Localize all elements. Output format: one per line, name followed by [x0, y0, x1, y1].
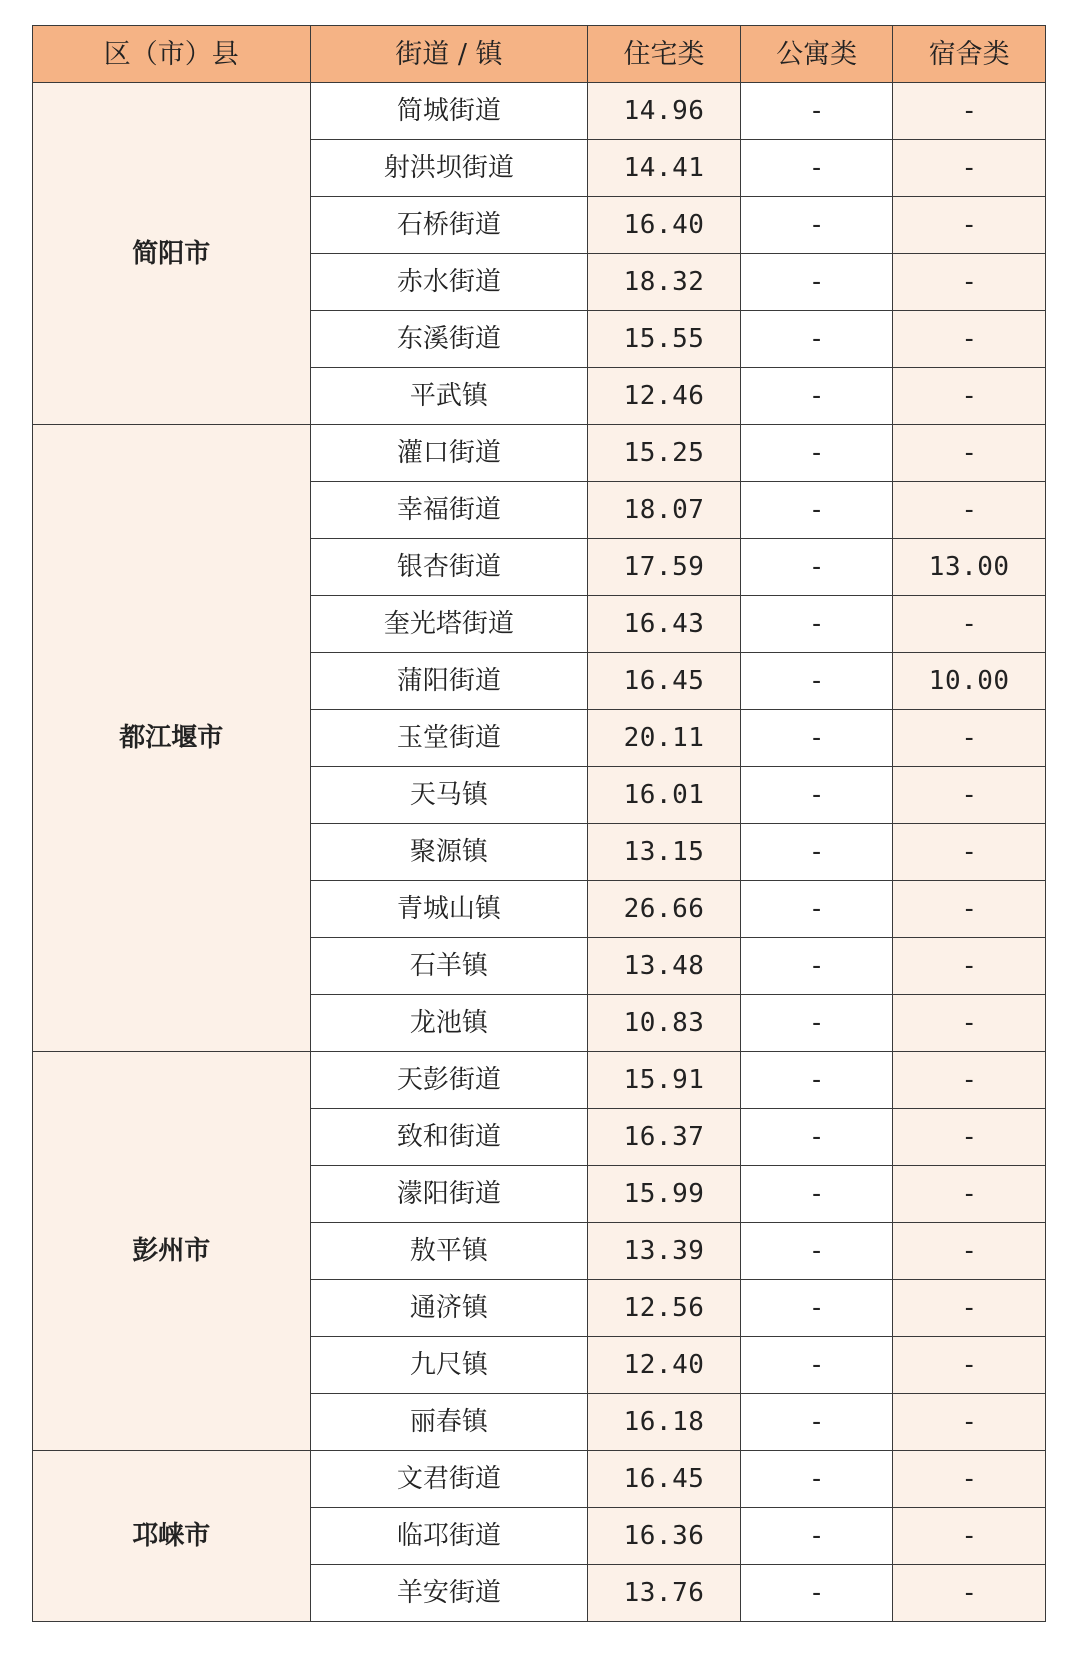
- apartment-cell: -: [740, 1052, 893, 1109]
- residential-cell: 15.55: [588, 311, 741, 368]
- residential-cell: 13.15: [588, 824, 741, 881]
- district-cell: 都江堰市: [33, 425, 311, 1052]
- apartment-cell: -: [740, 368, 893, 425]
- residential-cell: 16.43: [588, 596, 741, 653]
- apartment-cell: -: [740, 140, 893, 197]
- table-body: [33, 83, 1046, 1622]
- street-cell: 天马镇: [310, 767, 588, 824]
- apartment-cell: -: [740, 1109, 893, 1166]
- apartment-cell: -: [740, 1508, 893, 1565]
- dormitory-cell: -: [893, 1280, 1046, 1337]
- residential-cell: 15.91: [588, 1052, 741, 1109]
- apartment-cell: -: [740, 1223, 893, 1280]
- dormitory-cell: 13.00: [893, 539, 1046, 596]
- dormitory-cell: -: [893, 938, 1046, 995]
- street-cell: 奎光塔街道: [310, 596, 588, 653]
- residential-cell: 16.40: [588, 197, 741, 254]
- residential-cell: 12.56: [588, 1280, 741, 1337]
- dormitory-cell: -: [893, 1109, 1046, 1166]
- residential-cell: 12.40: [588, 1337, 741, 1394]
- street-cell: 青城山镇: [310, 881, 588, 938]
- street-cell: 平武镇: [310, 368, 588, 425]
- apartment-cell: -: [740, 425, 893, 482]
- apartment-cell: -: [740, 1565, 893, 1622]
- residential-cell: 16.45: [588, 653, 741, 710]
- dormitory-cell: -: [893, 140, 1046, 197]
- dormitory-cell: -: [893, 311, 1046, 368]
- district-cell: 彭州市: [33, 1052, 311, 1451]
- street-cell: 灌口街道: [310, 425, 588, 482]
- apartment-cell: -: [740, 710, 893, 767]
- dormitory-cell: -: [893, 881, 1046, 938]
- residential-cell: 18.07: [588, 482, 741, 539]
- residential-cell: 16.18: [588, 1394, 741, 1451]
- street-cell: 银杏街道: [310, 539, 588, 596]
- residential-cell: 14.41: [588, 140, 741, 197]
- residential-cell: 16.36: [588, 1508, 741, 1565]
- dormitory-cell: -: [893, 1223, 1046, 1280]
- street-cell: 文君街道: [310, 1451, 588, 1508]
- apartment-cell: -: [740, 254, 893, 311]
- dormitory-cell: -: [893, 1337, 1046, 1394]
- apartment-cell: -: [740, 653, 893, 710]
- street-cell: 龙池镇: [310, 995, 588, 1052]
- dormitory-cell: -: [893, 1508, 1046, 1565]
- residential-cell: 10.83: [588, 995, 741, 1052]
- apartment-cell: -: [740, 824, 893, 881]
- apartment-cell: -: [740, 482, 893, 539]
- rate-table: [32, 25, 1046, 1622]
- dormitory-cell: -: [893, 83, 1046, 140]
- street-cell: 濛阳街道: [310, 1166, 588, 1223]
- residential-cell: 18.32: [588, 254, 741, 311]
- apartment-cell: -: [740, 1166, 893, 1223]
- residential-cell: 15.99: [588, 1166, 741, 1223]
- residential-cell: 13.76: [588, 1565, 741, 1622]
- dormitory-cell: -: [893, 425, 1046, 482]
- header-dormitory: 宿舍类: [893, 26, 1046, 83]
- apartment-cell: -: [740, 197, 893, 254]
- street-cell: 羊安街道: [310, 1565, 588, 1622]
- header-apartment: 公寓类: [740, 26, 893, 83]
- table-row: [33, 1451, 1046, 1508]
- apartment-cell: -: [740, 311, 893, 368]
- header-district: 区（市）县: [33, 26, 311, 83]
- residential-cell: 16.45: [588, 1451, 741, 1508]
- apartment-cell: -: [740, 881, 893, 938]
- table-row: [33, 83, 1046, 140]
- dormitory-cell: -: [893, 1394, 1046, 1451]
- street-cell: 石羊镇: [310, 938, 588, 995]
- residential-cell: 13.48: [588, 938, 741, 995]
- dormitory-cell: 10.00: [893, 653, 1046, 710]
- street-cell: 通济镇: [310, 1280, 588, 1337]
- street-cell: 赤水街道: [310, 254, 588, 311]
- street-cell: 丽春镇: [310, 1394, 588, 1451]
- residential-cell: 13.39: [588, 1223, 741, 1280]
- dormitory-cell: -: [893, 596, 1046, 653]
- apartment-cell: -: [740, 995, 893, 1052]
- dormitory-cell: -: [893, 824, 1046, 881]
- dormitory-cell: -: [893, 1052, 1046, 1109]
- apartment-cell: -: [740, 1337, 893, 1394]
- street-cell: 简城街道: [310, 83, 588, 140]
- residential-cell: 16.37: [588, 1109, 741, 1166]
- dormitory-cell: -: [893, 254, 1046, 311]
- dormitory-cell: -: [893, 1166, 1046, 1223]
- dormitory-cell: -: [893, 482, 1046, 539]
- apartment-cell: -: [740, 1394, 893, 1451]
- apartment-cell: -: [740, 1451, 893, 1508]
- residential-cell: 14.96: [588, 83, 741, 140]
- street-cell: 射洪坝街道: [310, 140, 588, 197]
- street-cell: 天彭街道: [310, 1052, 588, 1109]
- street-cell: 九尺镇: [310, 1337, 588, 1394]
- dormitory-cell: -: [893, 1451, 1046, 1508]
- header-residential: 住宅类: [588, 26, 741, 83]
- apartment-cell: -: [740, 596, 893, 653]
- residential-cell: 26.66: [588, 881, 741, 938]
- street-cell: 致和街道: [310, 1109, 588, 1166]
- dormitory-cell: -: [893, 1565, 1046, 1622]
- street-cell: 敖平镇: [310, 1223, 588, 1280]
- dormitory-cell: -: [893, 368, 1046, 425]
- street-cell: 蒲阳街道: [310, 653, 588, 710]
- street-cell: 临邛街道: [310, 1508, 588, 1565]
- table-header: [33, 26, 1046, 83]
- residential-cell: 12.46: [588, 368, 741, 425]
- table-row: [33, 425, 1046, 482]
- header-street: 街道 / 镇: [310, 26, 588, 83]
- apartment-cell: -: [740, 767, 893, 824]
- dormitory-cell: -: [893, 767, 1046, 824]
- dormitory-cell: -: [893, 995, 1046, 1052]
- district-cell: 邛崃市: [33, 1451, 311, 1622]
- apartment-cell: -: [740, 83, 893, 140]
- dormitory-cell: -: [893, 197, 1046, 254]
- apartment-cell: -: [740, 938, 893, 995]
- street-cell: 聚源镇: [310, 824, 588, 881]
- residential-cell: 20.11: [588, 710, 741, 767]
- residential-cell: 15.25: [588, 425, 741, 482]
- street-cell: 东溪街道: [310, 311, 588, 368]
- header-row: [33, 26, 1046, 83]
- residential-cell: 17.59: [588, 539, 741, 596]
- street-cell: 玉堂街道: [310, 710, 588, 767]
- district-cell: 简阳市: [33, 83, 311, 425]
- street-cell: 石桥街道: [310, 197, 588, 254]
- dormitory-cell: -: [893, 710, 1046, 767]
- apartment-cell: -: [740, 539, 893, 596]
- apartment-cell: -: [740, 1280, 893, 1337]
- street-cell: 幸福街道: [310, 482, 588, 539]
- table-row: [33, 1052, 1046, 1109]
- residential-cell: 16.01: [588, 767, 741, 824]
